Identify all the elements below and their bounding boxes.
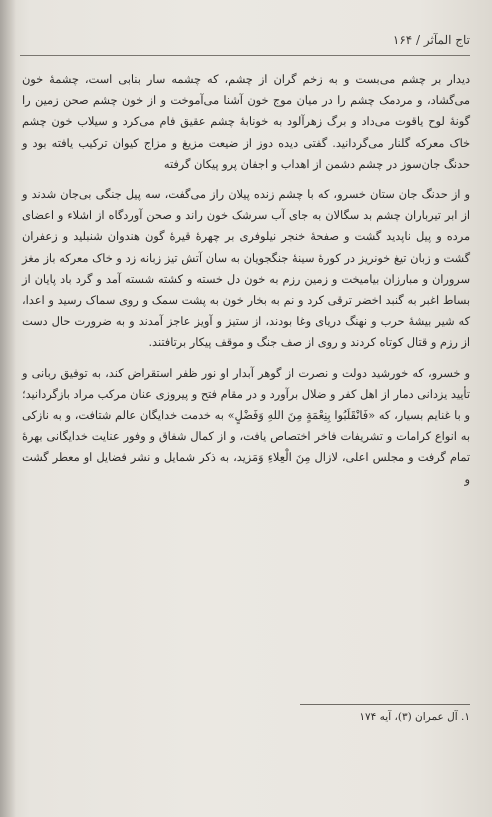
paragraph-3: و خسرو، که خورشید دولت و نصرت از گوهر آبدار او نور ظفر استقراض کند، به توفیق ربانی و تأیید یزدانی دمار از اهل کفر و ضلال برآورد و در مقام فتح و پیروزی عنان مرکب مراد بازگردانید؛ و با غنایم بسیار، که «فَانْقَلَبُوا بِنِعْمَةٍ مِنَ اللهِ وَفَضْلٍ» به خدمت خدایگان عالم شتافت، و به نازکی به انواع کرامات و تشریفات فاخر اختصاص یافت، و از کمال شفاق و وفور عنایت خدایگانی بهرهٔ تمام گرفت و مجلس اعلی، لازال مِنَ الْعِلاءِ وَمَزید، به ذکر شمایل و نشر فضایل او معطر گشت و (22, 366, 470, 486)
paragraph-1: دیدار بر چشم می‌بست و به زخم گران از چشم، که چشمه سار بنابی است، چشمهٔ خون می‌گشاد، و مردمک چشم را در میان موج خون آشنا می‌آموخت و از خون چشم صحن زمین را گونهٔ لوح یاقوت می‌داد و برگ زهرآلود به خونابهٔ چشم عقیق فام می‌کرد و سیلاب خون چشم خاک معرکه گلنار می‌گردانید. گفتی دیده دوز از ضیعت مزیغ و مزاج کیوان ترکیب یافته بود و حدنگ جان‌سوز در چشم دشمن از اهداب و اجفان پرو پیکان گرفته (22, 73, 470, 171)
main-text (22, 69, 470, 490)
page-gutter-shadow (0, 0, 16, 817)
footnote-divider (300, 704, 470, 705)
page-header (20, 33, 470, 56)
paragraph-2: و از حدنگ جان ستان خسرو، که با چشم زنده پیلان راز می‌گفت، سه پیل جنگی بی‌جان شدند و از ابر تیرباران چشم بد سگالان به جای آب سرشک خون راند و صحن آوردگاه از اشلاء و اعضای مرده و پیل ناپدید گشت و صفحهٔ خنجر نیلوفری بر چهرهٔ قیرهٔ گون هندوان شنبلید و زعفران گشت و زبان تیغ خونریز در کورهٔ سینهٔ جنگجویان به سان آتش تیز زبانه زد و خاک معرکه باز مغز سروران و مبارزان بیامیخت و زمین رزم به خون دل خسته و کشته شسته آمد و گرد باد پایان از بساط اغبر به گنبد اخضر ترقی کرد و نم به بخار خون به پشت سمک و روی سماک رسید و اعدا، که شیر بیشهٔ حرب و نهنگ دریای وغا بودند، از ستیز و آویز عاجز آمدند و به ضرورت حال دست از رزم و قتال کوتاه کردند و روی از صف جنگ و موقف پیکار برتافتند. (22, 188, 470, 350)
running-head: تاج المآثر / ۱۶۴ (392, 33, 470, 47)
footnote: ۱. آل عمران (۳)، آیه ۱۷۴ (359, 711, 470, 723)
